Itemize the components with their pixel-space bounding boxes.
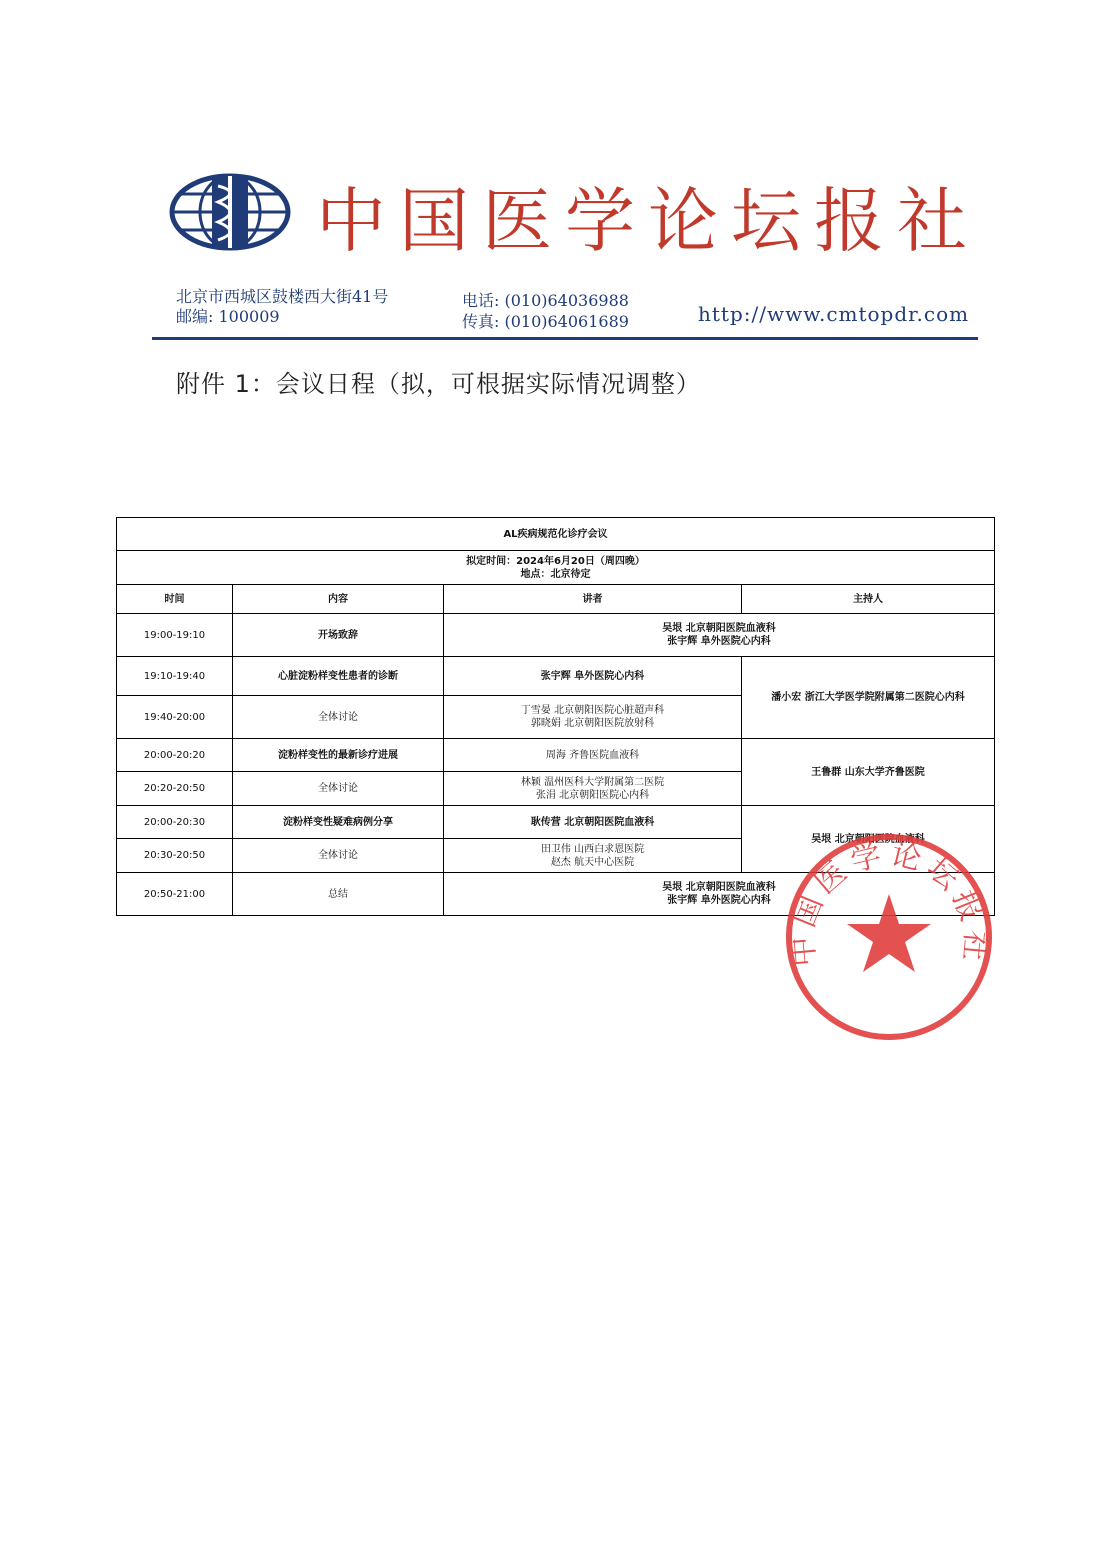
row-host: 潘小宏 浙江大学医学院附属第二医院心内科 [742,657,995,739]
header-time: 时间 [117,585,233,614]
schedule-info [117,551,995,585]
row-time: 20:50-21:00 [117,873,233,916]
speaker-line: 张宇辉 阜外医院心内科 [667,636,771,647]
row-content: 开场致辞 [233,614,444,657]
org-postcode: 邮编: 100009 [176,307,280,326]
schedule-title: AL疾病规范化诊疗会议 [117,518,995,551]
org-phone: 电话: (010)64036988 [462,291,629,310]
row-speaker [444,839,742,873]
row-speaker: 张宇辉 阜外医院心内科 [444,657,742,696]
header-host: 主持人 [742,585,995,614]
row-content: 淀粉样变性疑难病例分享 [233,806,444,839]
header-content: 内容 [233,585,444,614]
schedule-time-line: 拟定时间：2024年6月20日（周四晚） [466,555,645,567]
org-website: http://www.cmtopdr.com [698,302,970,326]
row-time: 20:30-20:50 [117,839,233,873]
row-content: 全体讨论 [233,839,444,873]
seal-arc-text: 中国医学论坛报社 [784,836,994,969]
schedule-info-row [117,551,995,585]
row-host: 吴垠 北京朝阳医院血液科 [742,806,995,873]
row-content: 淀粉样变性的最新诊疗进展 [233,739,444,772]
row-speaker: 耿传营 北京朝阳医院血液科 [444,806,742,839]
table-row [117,657,995,696]
row-speaker-host [444,614,995,657]
header-speaker: 讲者 [444,585,742,614]
row-time: 19:00-19:10 [117,614,233,657]
row-host: 王鲁群 山东大学齐鲁医院 [742,739,995,806]
row-speaker: 周海 齐鲁医院血液科 [444,739,742,772]
row-time: 20:00-20:30 [117,806,233,839]
org-contact-block [462,290,629,332]
row-speaker [444,696,742,739]
speaker-line: 吴垠 北京朝阳医院血液科 [662,623,776,634]
org-address: 北京市西城区鼓楼西大街41号 [176,287,389,306]
speaker-line: 张涓 北京朝阳医院心内科 [535,789,650,801]
speaker-line: 丁雪晏 北京朝阳医院心脏超声科 [520,705,665,716]
schedule-title-row [117,518,995,551]
schedule-place-line: 地点：北京待定 [520,568,591,580]
org-address-block [176,287,388,327]
row-content: 全体讨论 [233,772,444,806]
speaker-line: 吴垠 北京朝阳医院血液科 [662,882,776,893]
org-name: 中国医学论坛报社 [316,180,980,262]
speaker-line: 赵杰 航天中心医院 [550,856,635,868]
speaker-line: 田卫伟 山西白求恩医院 [540,843,645,855]
speaker-line: 林颖 温州医科大学附属第二医院 [520,776,665,788]
header-divider [152,337,978,340]
row-content: 总结 [233,873,444,916]
row-time: 19:40-20:00 [117,696,233,739]
org-fax: 传真: (010)64061689 [462,312,629,331]
speaker-line: 郭晓娟 北京朝阳医院放射科 [530,718,655,729]
attachment-title: 附件 1：会议日程（拟，可根据实际情况调整） [176,370,701,398]
row-content: 全体讨论 [233,696,444,739]
row-time: 20:00-20:20 [117,739,233,772]
row-content: 心脏淀粉样变性患者的诊断 [233,657,444,696]
table-row [117,739,995,772]
row-speaker [444,772,742,806]
table-header-row [117,585,995,614]
table-row [117,614,995,657]
row-time: 20:20-20:50 [117,772,233,806]
row-time: 19:10-19:40 [117,657,233,696]
official-seal-stamp-icon [784,832,994,1042]
globe-caduceus-logo-icon [168,172,292,252]
speaker-line: 张宇辉 阜外医院心内科 [667,895,771,906]
